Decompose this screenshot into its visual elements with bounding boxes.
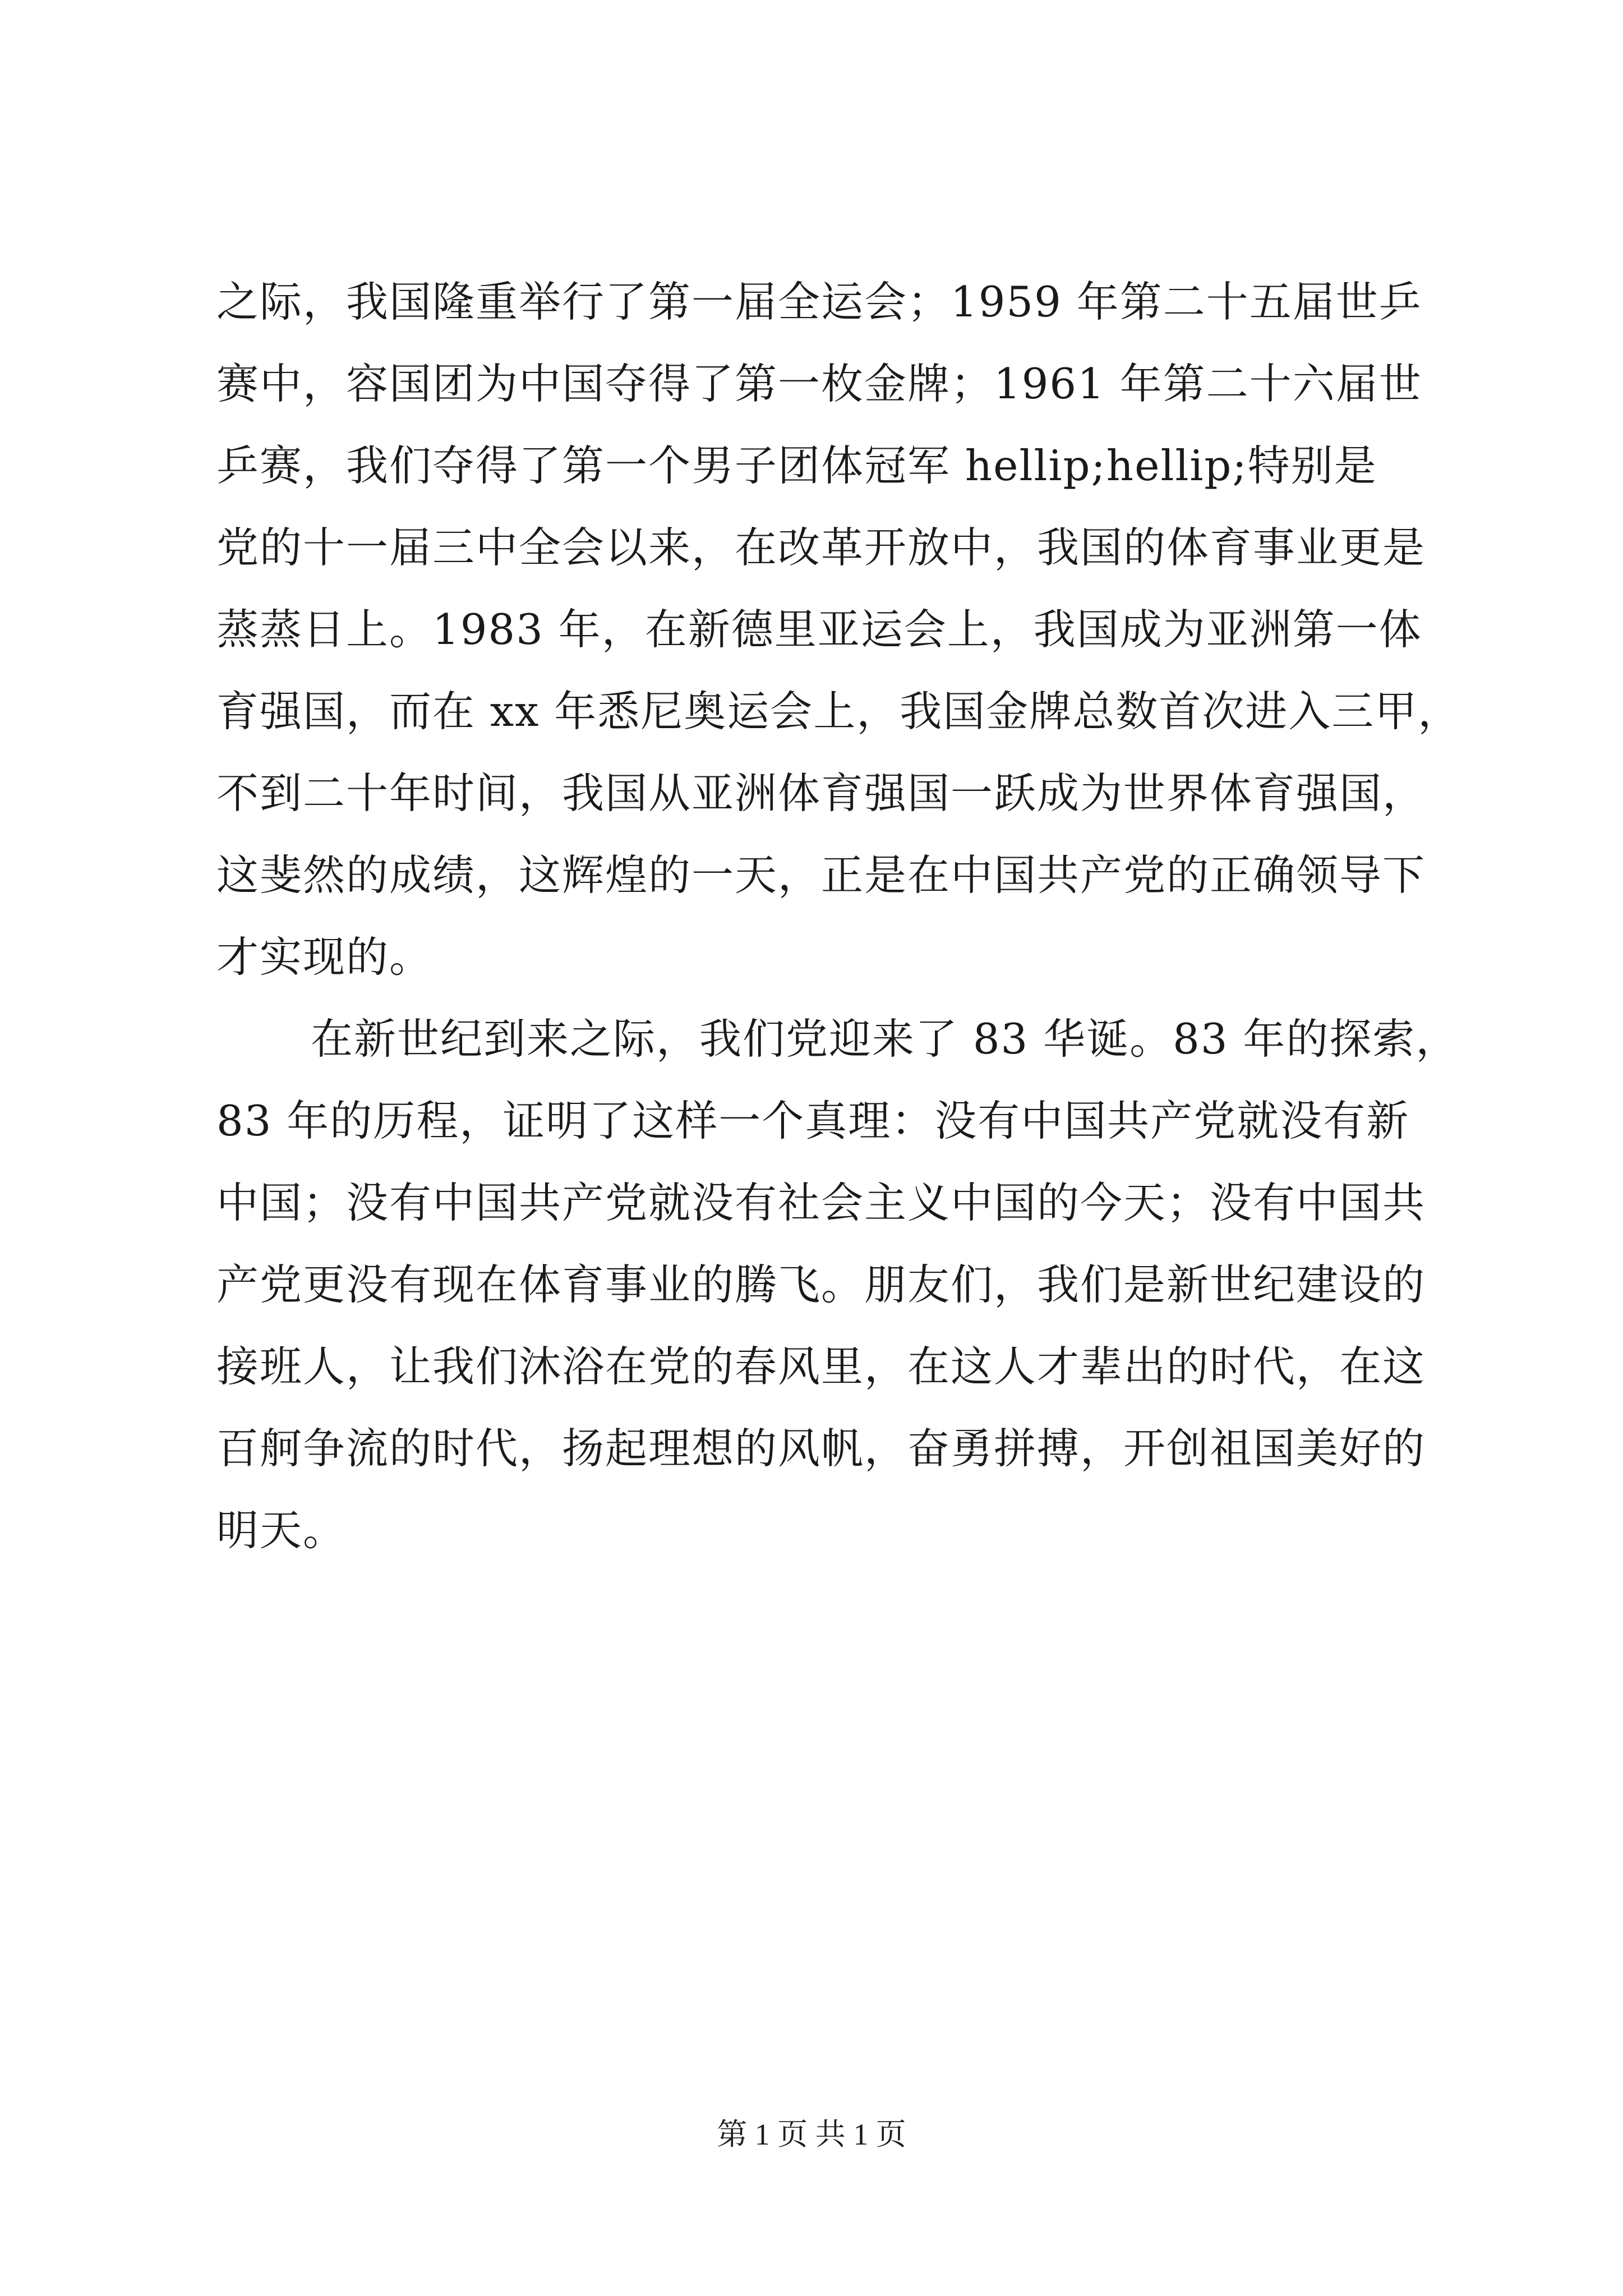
paragraph-1 <box>216 261 1461 998</box>
page-footer <box>0 2115 1623 2154</box>
paragraph-2 <box>216 998 1459 1571</box>
text-line: 接班人，让我们沐浴在党的春风里，在这人才辈出的时代，在这 <box>216 1342 1426 1391</box>
text-line: 才实现的。 <box>216 932 433 982</box>
text-line: 中国；没有中国共产党就没有社会主义中国的今天；没有中国共 <box>216 1178 1426 1227</box>
text-line: 党的十一届三中全会以来，在改革开放中，我国的体育事业更是 <box>216 523 1426 572</box>
text-line: 83 年的历程，证明了这样一个真理：没有中国共产党就没有新 <box>216 1096 1410 1145</box>
page-number-label: 第 1 页 共 1 页 <box>717 2118 906 2151</box>
text-line: 不到二十年时间，我国从亚洲体育强国一跃成为世界体育强国， <box>216 769 1426 818</box>
text-line: 之际，我国隆重举行了第一届全运会；1959 年第二十五届世乒 <box>216 277 1422 326</box>
text-line: 在新世纪到来之际，我们党迎来了 83 华诞。83 年的探索， <box>311 1014 1459 1064</box>
document-body <box>216 261 1461 1571</box>
text-line: 明天。 <box>216 1506 347 1555</box>
text-line: 蒸蒸日上。1983 年，在新德里亚运会上，我国成为亚洲第一体 <box>216 605 1422 654</box>
text-line: 乒赛，我们夺得了第一个男子团体冠军 hellip;hellip;特别是 <box>216 441 1377 490</box>
text-line: 育强国，而在 xx 年悉尼奥运会上，我国金牌总数首次进入三甲， <box>216 687 1461 736</box>
text-line: 这斐然的成绩，这辉煌的一天，正是在中国共产党的正确领导下 <box>216 850 1426 900</box>
text-line: 产党更没有现在体育事业的腾飞。朋友们，我们是新世纪建设的 <box>216 1260 1426 1309</box>
text-line: 赛中，容国团为中国夺得了第一枚金牌；1961 年第二十六届世 <box>216 359 1422 408</box>
text-line: 百舸争流的时代，扬起理想的风帆，奋勇拼搏，开创祖国美好的 <box>216 1424 1426 1473</box>
